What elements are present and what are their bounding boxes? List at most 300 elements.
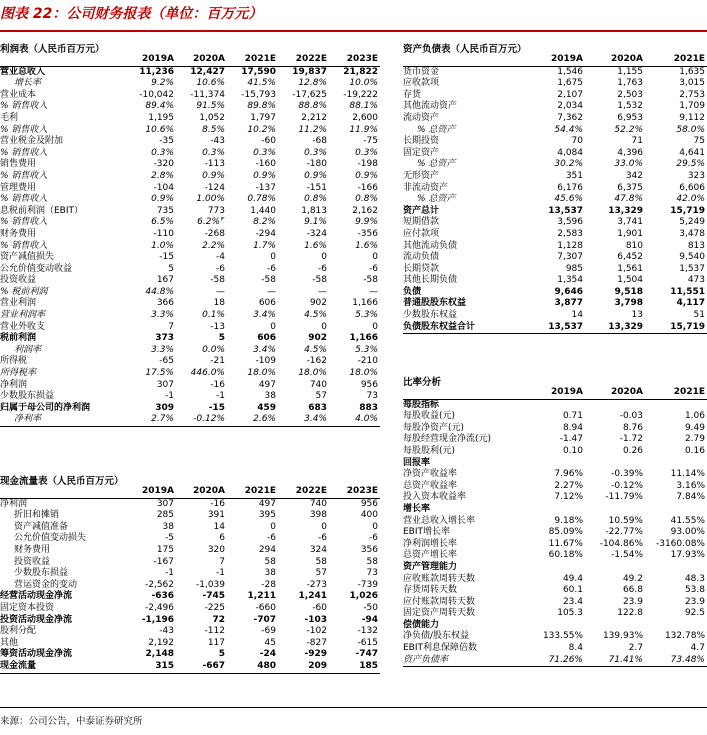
table-row [403, 310, 707, 322]
cell-text: 473 [687, 275, 705, 286]
cell-text: 15,719 [670, 205, 705, 216]
cell-value [176, 545, 227, 557]
cell-value [585, 446, 645, 458]
table-row [0, 626, 380, 638]
cell-text: -15 [159, 252, 174, 263]
cell-text: 15,719 [670, 321, 705, 332]
cell-text: -6 [318, 533, 327, 544]
cell-text: -6 [369, 533, 378, 544]
cell-text: 400 [360, 510, 378, 521]
cell-text: 2,034 [557, 101, 583, 112]
table-row [403, 527, 707, 539]
row-label: 每股指标 [403, 399, 440, 410]
cell-value [125, 159, 176, 171]
cell-value [278, 649, 329, 661]
cell-value [227, 580, 278, 592]
cell-text: -1.72 [619, 434, 643, 445]
cell-value [278, 66, 329, 78]
cell-text: 606 [258, 298, 276, 309]
cell-value [227, 101, 278, 113]
cell-text: 209 [308, 660, 327, 671]
cell-text: -5 [165, 533, 174, 544]
cell-value [227, 638, 278, 650]
cell-text: 1,532 [617, 101, 643, 112]
cell-value [227, 591, 278, 603]
cell-value [278, 78, 329, 90]
cell-value [585, 620, 645, 632]
cell-text: 72 [212, 614, 225, 625]
cell-value [585, 148, 645, 160]
row-label: 存货周转天数 [403, 585, 458, 596]
cell-value [585, 481, 645, 493]
cell-text: -667 [202, 660, 225, 671]
cell-text: -745 [202, 591, 225, 602]
cell-text: 740 [309, 498, 327, 509]
cell-value [645, 597, 707, 609]
cell-text: 7 [219, 556, 225, 567]
row-label: 应收账款周转天数 [403, 573, 476, 584]
cell-value [278, 322, 329, 334]
cell-text: 18.0% [349, 368, 378, 379]
cell-value [523, 411, 585, 423]
cell-value [523, 504, 585, 516]
cell-text: 10.59% [608, 515, 643, 526]
cell-value [329, 136, 380, 148]
cell-value [278, 101, 329, 113]
cell-text: 10.6% [145, 124, 174, 135]
cell-text: 93.00% [670, 527, 705, 538]
cell-text: 6,375 [617, 182, 643, 193]
row-label: 其他流动负债 [403, 240, 458, 251]
cell-text: 0 [270, 521, 276, 532]
cell-text: 17.5% [145, 368, 174, 379]
cell-text: 18 [213, 298, 225, 309]
cell-text: -43 [159, 626, 174, 637]
row-label: 资产减值损失 [0, 252, 55, 263]
table-row [0, 368, 380, 380]
cell-text: 44.8% [145, 286, 174, 297]
cell-text: -320 [153, 159, 174, 170]
cell-value [523, 113, 585, 125]
row-label: 少数股东损益 [14, 568, 69, 579]
cell-text: 810 [625, 240, 643, 251]
table-row [403, 252, 707, 264]
cell-value [523, 159, 585, 171]
cell-value [227, 113, 278, 125]
table-row [0, 638, 380, 650]
cell-value [176, 603, 227, 615]
cell-value [329, 533, 380, 545]
cashflow-header-row [0, 486, 380, 498]
cell-text: 985 [565, 263, 583, 274]
table-row [403, 458, 707, 470]
cell-text: 813 [687, 240, 705, 251]
cell-text: -69 [261, 626, 276, 637]
cell-value [645, 585, 707, 597]
cell-value [329, 580, 380, 592]
cell-text: -6 [369, 263, 378, 274]
cell-value [278, 183, 329, 195]
cell-value [176, 380, 227, 392]
table-row [0, 580, 380, 592]
table-row [403, 516, 707, 528]
row-label: 经营活动现金净流 [0, 591, 73, 602]
cell-text: 13,537 [548, 205, 583, 216]
cell-value [278, 159, 329, 171]
cell-value [176, 113, 227, 125]
cell-value [227, 66, 278, 78]
cell-value [125, 403, 176, 415]
cell-value [645, 275, 707, 287]
cell-value [176, 264, 227, 276]
cell-text: 3.4% [304, 414, 327, 425]
row-label: 应付款项 [403, 228, 440, 239]
cell-value [585, 264, 645, 276]
cell-text: 4,641 [679, 147, 705, 158]
cell-value [227, 194, 278, 206]
cell-text: 13,329 [608, 321, 643, 332]
cell-text: -110 [153, 228, 174, 239]
row-label: 非流动资产 [403, 182, 449, 193]
cell-text: 12,427 [190, 66, 225, 77]
cell-value [227, 603, 278, 615]
cell-text: -75 [363, 136, 378, 147]
cell-text: -1,039 [195, 579, 225, 590]
cell-text: 7,307 [557, 252, 583, 263]
cell-value [227, 148, 278, 160]
cell-value [227, 310, 278, 322]
cell-value [176, 498, 227, 510]
cell-value [176, 194, 227, 206]
cell-value [176, 522, 227, 534]
cell-value [227, 403, 278, 415]
cell-value [523, 423, 585, 435]
table-row [403, 78, 707, 90]
row-label: % 销售收入 [0, 124, 48, 135]
cell-value [585, 125, 645, 137]
cell-text: -929 [304, 649, 327, 660]
cell-text: 8.5% [202, 124, 225, 135]
cell-value [278, 661, 329, 673]
cell-value [176, 649, 227, 661]
row-label: 公允价值变动收益 [0, 263, 73, 274]
year-header: 2021E [645, 387, 707, 399]
cell-text: 1,813 [301, 205, 327, 216]
table-row [0, 356, 380, 368]
cell-text: 88.1% [349, 101, 378, 112]
table-row [0, 545, 380, 557]
table-row [403, 217, 707, 229]
cell-text: 2.27% [554, 480, 583, 491]
cell-text: 1,155 [617, 66, 643, 77]
row-label: 股利分配 [0, 626, 37, 637]
row-label: % 总资产 [417, 124, 456, 135]
cell-text: 17.93% [670, 550, 705, 561]
cell-value [125, 101, 176, 113]
cell-text: 0 [372, 521, 378, 532]
cell-text: 606 [257, 333, 276, 344]
row-label: EBIT利息保障倍数 [403, 643, 478, 654]
cell-value [227, 533, 278, 545]
cell-value [176, 638, 227, 650]
cell-value [278, 125, 329, 137]
cell-text: 4,084 [557, 147, 583, 158]
cell-text: 4.5% [304, 310, 327, 321]
cell-text: 7.96% [554, 469, 583, 480]
row-label: 资产减值准备 [14, 521, 69, 532]
cell-value [585, 217, 645, 229]
cell-value [227, 510, 278, 522]
cell-text: 323 [687, 170, 705, 181]
cell-value [125, 90, 176, 102]
cell-value [585, 655, 645, 667]
cell-text: 307 [156, 498, 174, 509]
cell-text: 2,503 [617, 89, 643, 100]
cell-text: 5.3% [355, 310, 378, 321]
cell-value [278, 498, 329, 510]
cell-value [585, 229, 645, 241]
cell-value [278, 90, 329, 102]
cell-text: 58 [264, 556, 276, 567]
cell-text: 2.6% [253, 414, 276, 425]
cell-value [278, 345, 329, 357]
cell-text: 139.93% [602, 631, 643, 642]
cell-value [523, 446, 585, 458]
cell-value [227, 522, 278, 534]
cell-text: 2.2% [202, 240, 225, 251]
cell-value [176, 345, 227, 357]
cell-text: -294 [255, 228, 276, 239]
table-row [403, 597, 707, 609]
cell-value [523, 597, 585, 609]
cell-text: 459 [257, 402, 276, 413]
cell-value [227, 229, 278, 241]
cell-value [278, 333, 329, 345]
cell-text: -615 [357, 637, 378, 648]
cell-text: 956 [360, 379, 378, 390]
cell-value [329, 287, 380, 299]
table-row [0, 90, 380, 102]
cell-text: 23.4 [562, 596, 583, 607]
cell-text: -747 [355, 649, 378, 660]
cell-value [125, 545, 176, 557]
cell-text: 4,117 [676, 298, 705, 309]
row-label: 长期贷款 [403, 263, 440, 274]
cell-text: -4 [216, 252, 225, 263]
cell-text: 11.9% [349, 124, 378, 135]
cell-text: 10.2% [247, 124, 276, 135]
cell-text: -35 [159, 136, 174, 147]
cell-value [227, 414, 278, 426]
cell-value [227, 241, 278, 253]
table-row [403, 481, 707, 493]
table-row [403, 101, 707, 113]
cell-value [523, 322, 585, 334]
cell-text: -109 [255, 356, 276, 367]
cell-text: 38 [264, 568, 276, 579]
title-rule [0, 30, 707, 32]
ratios-section-title: 比率分析 [403, 377, 442, 388]
cell-value [278, 557, 329, 569]
cell-value [329, 125, 380, 137]
cell-text: 497 [258, 498, 276, 509]
cell-value [227, 568, 278, 580]
cell-text: 1,166 [352, 298, 378, 309]
cell-text: -273 [306, 579, 327, 590]
cell-value [329, 66, 380, 78]
cell-value [227, 275, 278, 287]
cell-value [176, 252, 227, 264]
cell-text: 5.3% [355, 344, 378, 355]
cell-value [523, 171, 585, 183]
cell-value [645, 527, 707, 539]
cell-value [523, 252, 585, 264]
cell-value [176, 661, 227, 673]
cell-text: -102 [306, 626, 327, 637]
table-row [0, 310, 380, 322]
row-label: 固定资产周转天数 [403, 608, 476, 619]
cell-value [329, 333, 380, 345]
cell-text: 1,166 [349, 333, 378, 344]
cell-text: 12.8% [298, 78, 327, 89]
cell-text: -24 [259, 649, 276, 660]
cell-value [176, 148, 227, 160]
cashflow-statement-table [0, 486, 380, 674]
cell-value [278, 368, 329, 380]
cell-value [125, 638, 176, 650]
cell-value [645, 655, 707, 667]
cell-text: 9,112 [679, 112, 705, 123]
cell-value [523, 631, 585, 643]
cell-value [227, 183, 278, 195]
table-row [0, 252, 380, 264]
year-header: 2019A [125, 486, 176, 498]
cell-text: 1,504 [617, 275, 643, 286]
cell-value [125, 356, 176, 368]
table-row [403, 171, 707, 183]
cell-value [125, 580, 176, 592]
comment-marker-icon [221, 217, 225, 221]
cell-value [176, 626, 227, 638]
cell-text: 1,354 [557, 275, 583, 286]
row-label: 负债 [403, 286, 422, 297]
row-label: 公允价值变动损失 [14, 533, 87, 544]
cell-text: -16 [210, 379, 225, 390]
cell-value [645, 562, 707, 574]
cell-value [645, 411, 707, 423]
year-header: 2019A [125, 54, 176, 66]
table-row [0, 78, 380, 90]
cell-value [585, 608, 645, 620]
row-label: 管理费用 [0, 182, 37, 193]
table-row [0, 113, 380, 125]
row-label: 财务费用 [14, 544, 51, 555]
row-label: 少数股东损益 [0, 391, 55, 402]
row-label: 净利润增长率 [403, 538, 458, 549]
cell-value [278, 545, 329, 557]
cell-text: 0 [372, 252, 378, 263]
cell-value [176, 101, 227, 113]
cell-text: 73 [366, 391, 378, 402]
cell-text: -151 [306, 182, 327, 193]
cell-text: 14 [213, 521, 225, 532]
table-row [0, 125, 380, 137]
cell-text: -132 [357, 626, 378, 637]
cell-value [176, 310, 227, 322]
cell-value [329, 414, 380, 426]
cell-value [645, 469, 707, 481]
cell-text: 0 [270, 321, 276, 332]
table-row [0, 159, 380, 171]
cell-text: 497 [258, 379, 276, 390]
cell-value [227, 557, 278, 569]
table-row [0, 66, 380, 78]
year-header: 2020A [176, 486, 227, 498]
cell-text: 294 [258, 544, 276, 555]
cell-text: 0.1% [202, 310, 225, 321]
cell-value [176, 568, 227, 580]
cell-value [227, 287, 278, 299]
cell-text: 6 [219, 533, 225, 544]
cell-text: 0.8% [355, 194, 378, 205]
cell-text: -21 [210, 356, 225, 367]
cell-value [645, 458, 707, 470]
cell-value [585, 504, 645, 516]
cell-text: 9,540 [679, 252, 705, 263]
row-label: 投资活动现金净流 [0, 614, 73, 625]
cell-value [176, 78, 227, 90]
cell-value [125, 125, 176, 137]
row-label: 营业税金及附加 [0, 136, 64, 147]
cell-text: 1,052 [199, 112, 225, 123]
cell-text: -180 [306, 159, 327, 170]
cell-value [278, 310, 329, 322]
cell-value [125, 298, 176, 310]
cell-text: -58 [261, 275, 276, 286]
cell-text: 902 [308, 333, 327, 344]
row-label: % 销售收入 [0, 101, 48, 112]
cell-text: -356 [357, 228, 378, 239]
cell-text: 17,590 [241, 66, 276, 77]
cell-value [176, 356, 227, 368]
table-row [0, 414, 380, 426]
cell-text: 9.2% [151, 78, 174, 89]
table-row [403, 608, 707, 620]
cell-text: -58 [312, 275, 327, 286]
cell-text: -0.12% [193, 414, 225, 425]
cell-value [176, 591, 227, 603]
figure-title: 图表 22：公司财务报表（单位：百万元） [0, 6, 263, 22]
cell-text: 0 [321, 252, 327, 263]
cell-text: -1 [165, 391, 174, 402]
cell-value [176, 368, 227, 380]
cell-text: 2,753 [679, 89, 705, 100]
cell-text: 1.00% [196, 194, 225, 205]
table-row [403, 229, 707, 241]
cell-value [176, 90, 227, 102]
cell-value [125, 66, 176, 78]
cell-value [227, 345, 278, 357]
cell-text: 3.4% [253, 310, 276, 321]
cell-text: -198 [357, 159, 378, 170]
cell-value [329, 603, 380, 615]
year-header: 2022E [278, 486, 329, 498]
cell-text: -160 [255, 159, 276, 170]
cell-value [329, 194, 380, 206]
cell-value [523, 655, 585, 667]
cell-value [645, 608, 707, 620]
cell-value [227, 136, 278, 148]
